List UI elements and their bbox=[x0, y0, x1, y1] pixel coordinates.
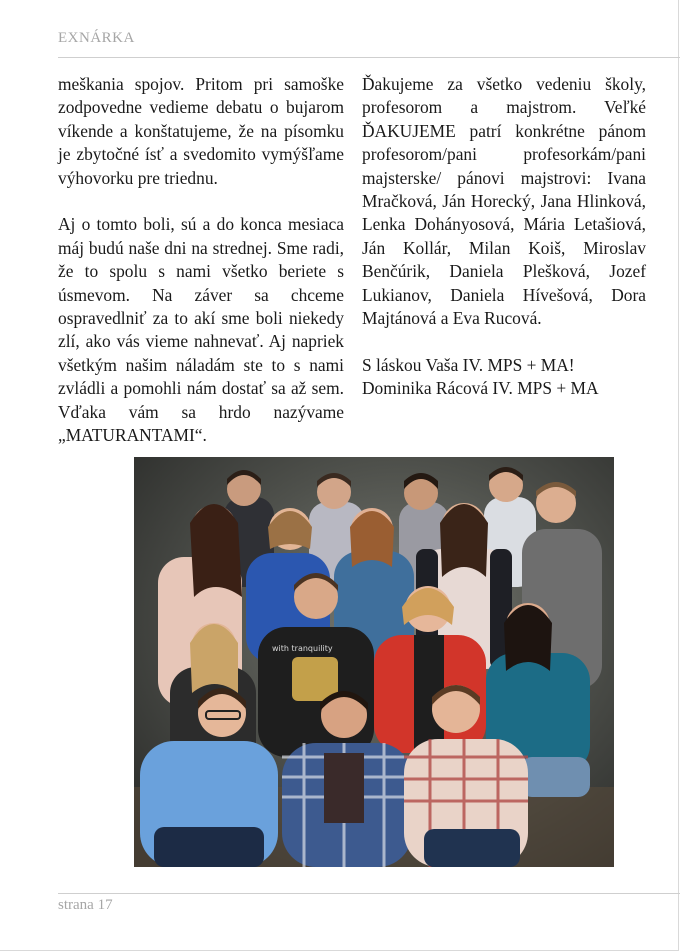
class-group-photo bbox=[134, 457, 614, 867]
tshirt-print: with tranquility bbox=[272, 644, 333, 653]
article-column-right bbox=[362, 73, 646, 401]
paragraph: meškania spojov. Pritom pri samoške zodpovedne vedieme debatu o bujarom víkende a konštatujeme, že na písomku je zbytočné ísť a svedomito vymýšľame výhovorku pre triednu. bbox=[58, 74, 344, 188]
page-number: strana 17 bbox=[58, 897, 113, 913]
paragraph: Ďakujeme za všetko vedeniu školy, profesorom a majstrom. Veľké ĎAKUJEME patrí konkrétne pánom profesorom/pani profesorkám/pani majsterske/ pánovi majstrovi: Ivana Mračková, Ján Horecký, Jana Hlinková, Lenka Dohányosová, Mária Letašiová, Ján Kollár, Milan Koiš, Miroslav Benčúrik, Daniela Plešková, Jozef Lukianov, Daniela Hívešová, Dora Majtánová a Eva Rucová. bbox=[362, 74, 646, 329]
header-divider bbox=[58, 57, 680, 58]
signature-line: Dominika Rácová IV. MPS + MA bbox=[362, 378, 599, 399]
running-header: EXNÁRKA bbox=[58, 30, 135, 46]
signature-line: S láskou Vaša IV. MPS + MA! bbox=[362, 354, 575, 375]
article-column-left bbox=[58, 73, 344, 471]
footer-divider bbox=[58, 893, 680, 894]
paragraph: Aj o tomto boli, sú a do konca mesiaca máj budú naše dni na strednej. Sme radi, že to spolu s nami všetko beriete s úsmevom. Na záver sa chceme ospravedlniť za to akí sme boli niekedy zlí, ako vás vieme nahnevať. Aj napriek všetkým našim náladám ste to s nami zvládli a pomohli nám dostať sa až sem. Vďaka vám sa hrdo nazývame „MATURANTAMI“. bbox=[58, 214, 344, 446]
group-photo-illustration bbox=[134, 457, 614, 867]
